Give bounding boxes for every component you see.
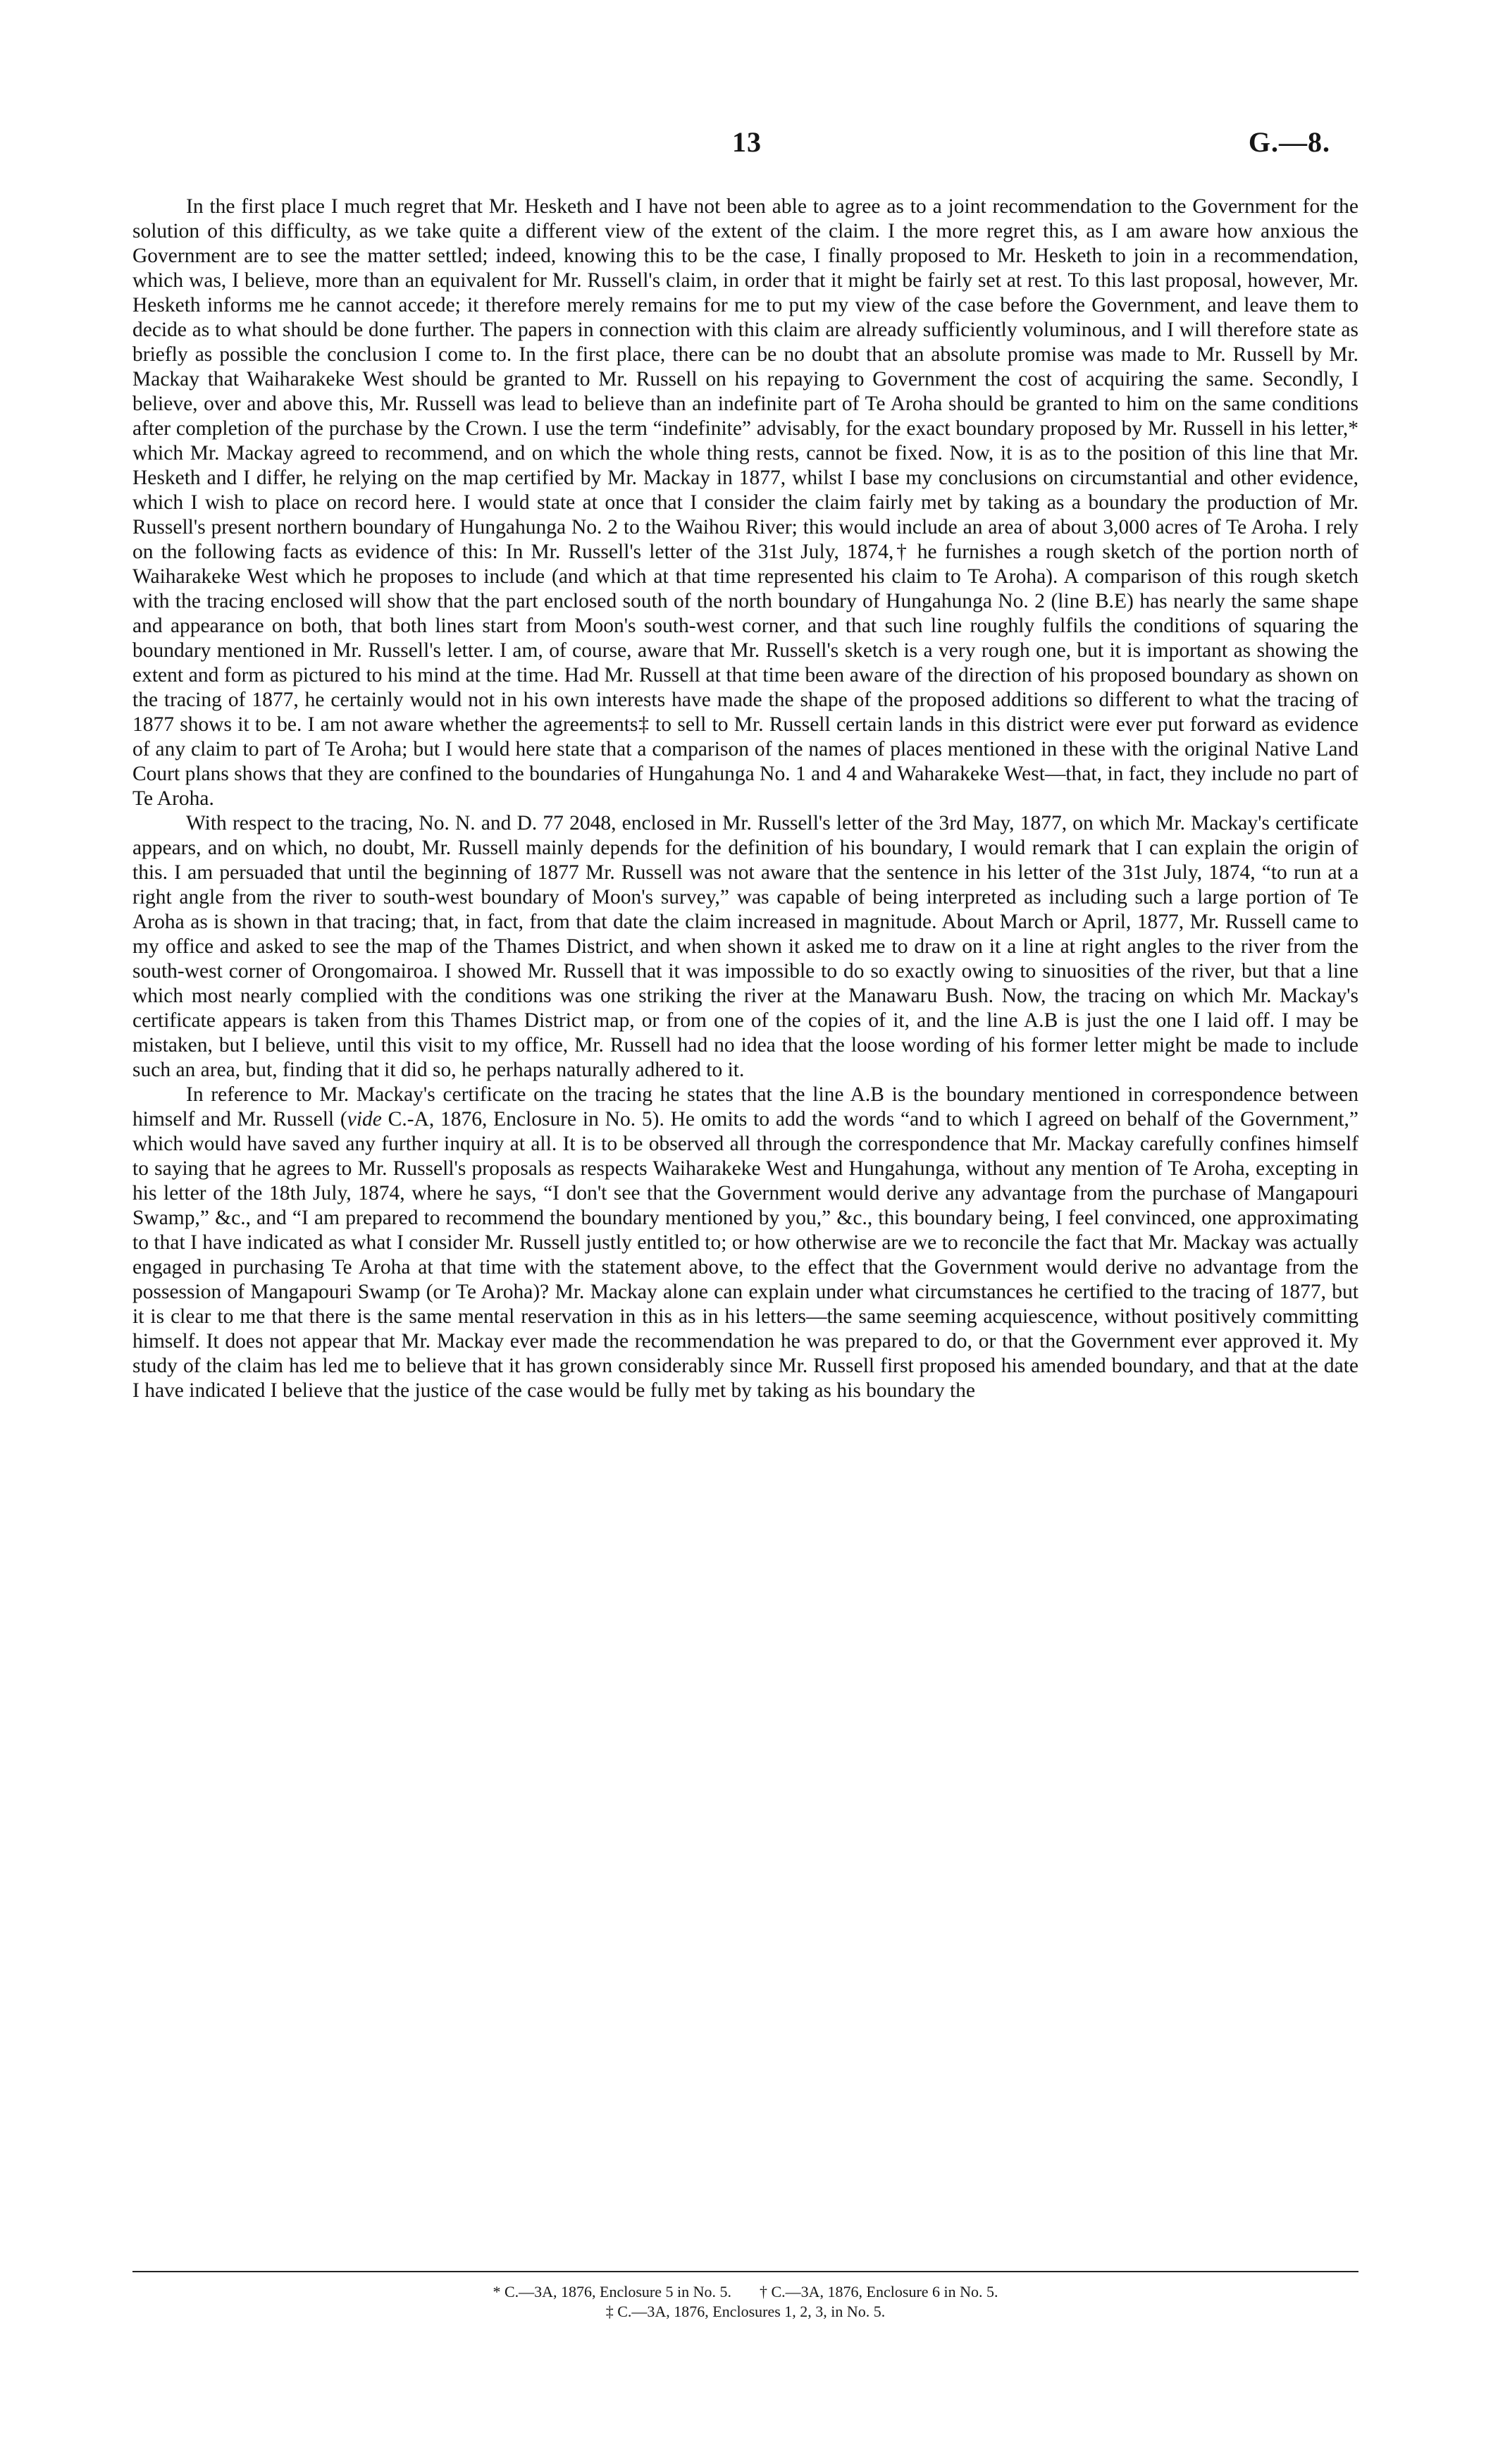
paragraph-2: With respect to the tracing, No. N. and D. 77 2048, enclosed in Mr. Russell's letter of the 3rd May, 1877, on which Mr. Mackay's certificate appears, and on which, no doubt, Mr. Russell mainly depends for the definition of his boundary, I would remark that I can explain the origin of this. I am persuaded that until the beginning of 1877 Mr. Russell was not aware that the sentence in his letter of the 31st July, 1874, “to run at a right angle from the river to south-west boundary of Moon's survey,” was capable of being interpreted as including such a large portion of Te Aroha as is shown in that tracing; that, in fact, from that date the claim increased in magnitude. About March or April, 1877, Mr. Russell came to my office and asked to see the map of the Thames District, and when shown it asked me to draw on it a line at right angles to the river from the south-west corner of Orongomairoa. I showed Mr. Russell that it was impossible to do so exactly owing to sinuosities of the river, but that a line which most nearly complied with the conditions was one striking the river at the Manawaru Bush. Now, the tracing on which Mr. Mackay's certificate appears is taken from this Thames District map, or from one of the copies of it, and the line A.B is just the one I laid off. I may be mistaken, but I believe, until this visit to my office, Mr. Russell had no idea that the loose wording of his former letter might be made to include such an area, but, finding that it did so, he perhaps naturally adhered to it. bbox=[132, 812, 1358, 1081]
body-text bbox=[132, 195, 1358, 1403]
paragraph-3-rest: C.-A, 1876, Enclosure in No. 5). He omits to add the words “and to which I agreed on behalf of the Government,” which would have saved any further inquiry at all. It is to be observed all through the correspondence that Mr. Mackay carefully confines himself to saying that he agrees to Mr. Russell's proposals as respects Waiharakeke West and Hungahunga, without any mention of Te Aroha, excepting in his letter of the 18th July, 1874, where he says, “I don't see that the Government would derive any advantage from the purchase of Mangapouri Swamp,” &c., and “I am prepared to recommend the boundary mentioned by you,” &c., this boundary being, I feel convinced, one approximating to that I have indicated as what I consider Mr. Russell justly entitled to; or how otherwise are we to reconcile the fact that Mr. Mackay was actually engaged in purchasing Te Aroha at that time with the statement above, to the effect that the Government would derive no advantage from the possession of Mangapouri Swamp (or Te Aroha)? Mr. Mackay alone can explain under what circumstances he certified to the tracing of 1877, but it is clear to me that there is the same mental reservation in this as in his letters—the same seeming acquiescence, without positively committing himself. It does not appear that Mr. Mackay ever made the recommendation he was prepared to do, or that the Government ever approved it. My study of the claim has led me to believe that it has grown considerably since Mr. Russell first proposed his amended boundary, and that at the date I have indicated I believe that the justice of the case would be fully met by taking as his boundary the bbox=[132, 1108, 1358, 1402]
page-number: 13 bbox=[732, 126, 762, 158]
vide-italic: vide bbox=[347, 1108, 382, 1131]
footnote-double-dagger: ‡ C.—3A, 1876, Enclosures 1, 2, 3, in No. 5. bbox=[605, 2303, 886, 2320]
footnote-line-1 bbox=[132, 2282, 1358, 2302]
footnotes bbox=[132, 2282, 1358, 2322]
paragraph-3-start: In reference to Mr. Mackay's certificate on the tracing he states that the line A.B is the boundary mentioned in correspondence between himself and Mr. Russell ( bbox=[132, 1083, 1358, 1131]
document-reference: G.—8. bbox=[1248, 126, 1330, 158]
footnote-divider bbox=[132, 2271, 1358, 2272]
paragraph-1: In the first place I much regret that Mr. Hesketh and I have not been able to agree as to a joint recommendation to the Government for the solution of this difficulty, as we take quite a different view of the extent of the claim. I the more regret this, as I am aware how anxious the Government are to see the matter settled; indeed, knowing this to be the case, I finally proposed to Mr. Hesketh to join in a recommendation, which was, I believe, more than an equivalent for Mr. Russell's claim, in order that it might be fairly set at rest. To this last proposal, however, Mr. Hesketh informs me he cannot accede; it therefore merely remains for me to put my view of the case before the Government, and leave them to decide as to what should be done further. The papers in connection with this claim are already sufficiently voluminous, and I will therefore state as briefly as possible the conclusion I come to. In the first place, there can be no doubt that an absolute promise was made to Mr. Russell by Mr. Mackay that Waiharakeke West should be granted to Mr. Russell on his repaying to Government the cost of acquiring the same. Secondly, I believe, over and above this, Mr. Russell was lead to believe than an indefinite part of Te Aroha should be granted to him on the same conditions after completion of the purchase by the Crown. I use the term “indefinite” advisably, for the exact boundary proposed by Mr. Russell in his letter,* which Mr. Mackay agreed to recommend, and on which the whole thing rests, cannot be fixed. Now, it is as to the position of this line that Mr. Hesketh and I differ, he relying on the map certified by Mr. Mackay in 1877, whilst I base my conclusions on circumstantial and other evidence, which I wish to place on record here. I would state at once that I consider the claim fairly met by taking as a boundary the production of Mr. Russell's present northern boundary of Hungahunga No. 2 to the Waihou River; this would include an area of about 3,000 acres of Te Aroha. I rely on the following facts as evidence of this: In Mr. Russell's letter of the 31st July, 1874,† he furnishes a rough sketch of the portion north of Waiharakeke West which he proposes to include (and which at that time represented his claim to Te Aroha). A comparison of this rough sketch with the tracing enclosed will show that the part enclosed south of the north boundary of Hungahunga No. 2 (line B.E) has nearly the same shape and appearance on both, that both lines start from Moon's south-west corner, and that such line roughly fulfils the conditions of squaring the boundary mentioned in Mr. Russell's letter. I am, of course, aware that Mr. Russell's sketch is a very rough one, but it is important as showing the extent and form as pictured to his mind at the time. Had Mr. Russell at that time been aware of the direction of his proposed boundary as shown on the tracing of 1877, he certainly would not in his own interests have made the shape of the proposed additions so different to what the tracing of 1877 shows it to be. I am not aware whether the agreements‡ to sell to Mr. Russell certain lands in this district were ever put forward as evidence of any claim to part of Te Aroha; but I would here state that a comparison of the names of places mentioned in these with the original Native Land Court plans shows that they are confined to the boundaries of Hungahunga No. 1 and 4 and Waharakeke West—that, in fact, they include no part of Te Aroha. bbox=[132, 195, 1358, 810]
footnote-star: * C.—3A, 1876, Enclosure 5 in No. 5. bbox=[493, 2283, 731, 2300]
paragraph-3 bbox=[132, 1083, 1358, 1403]
footnote-dagger: † C.—3A, 1876, Enclosure 6 in No. 5. bbox=[760, 2283, 998, 2300]
footnote-line-2 bbox=[132, 2302, 1358, 2322]
page-header bbox=[0, 125, 1498, 168]
